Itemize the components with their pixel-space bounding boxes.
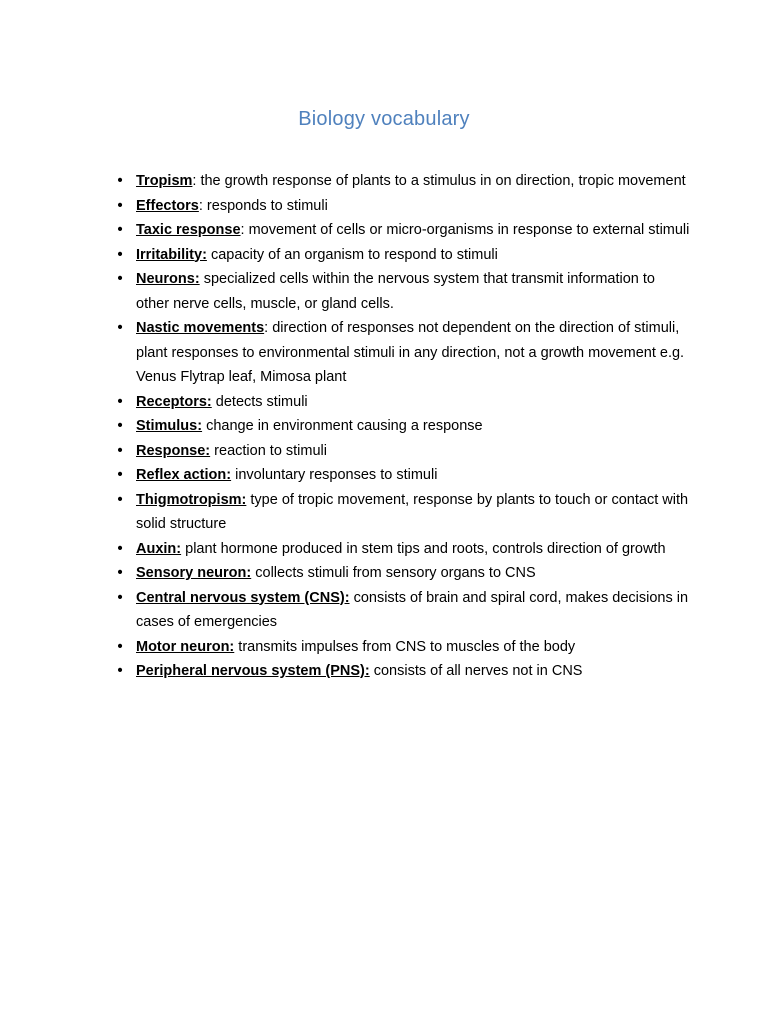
vocab-term: Peripheral nervous system (PNS): [136,663,370,679]
bullet-icon: • [117,565,123,581]
vocab-item-response [110,439,690,464]
bullet-icon: • [117,467,123,483]
vocab-item-sensory-neuron [110,561,690,586]
page-title: Biology vocabulary [298,108,470,130]
vocab-definition: change in environment causing a response [206,418,483,434]
vocab-item-nastic-movements [110,316,690,390]
bullet-icon: • [117,491,123,508]
vocab-term: Central nervous system (CNS): [136,589,350,606]
bullet-icon: • [117,320,123,336]
vocab-item-taxic-response [110,218,690,243]
vocab-item-thigmotropism [110,488,690,537]
vocab-term: Tropism [136,173,193,189]
vocab-item-effectors [110,194,690,219]
vocab-term: Sensory neuron: [136,565,252,581]
vocab-item-receptors [110,390,690,415]
bullet-icon: • [117,271,123,287]
vocab-item-auxin [110,537,690,562]
vocab-definition: transmits impulses from CNS to muscles of the body [238,638,576,655]
vocab-item-reflex-action [110,463,690,488]
vocab-definition: direction of responses not dependent on the direction of stimuli, plant responses to environmental stimuli in any direction, not a growth movement e.g. Venus Flytrap leaf, Mimosa plant [136,320,685,385]
vocab-term: Response: [136,442,211,459]
vocab-term: Motor neuron: [136,638,235,655]
vocab-item-stimulus [110,414,690,439]
bullet-icon: • [117,663,123,679]
bullet-icon: • [117,589,123,606]
vocab-term: Effectors [136,197,199,214]
vocab-definition: movement of cells or micro-organisms in response to external stimuli [248,222,690,238]
vocabulary-list [110,169,690,684]
bullet-icon: • [117,197,123,214]
bullet-icon: • [117,540,123,557]
bullet-icon: • [117,246,123,263]
vocab-term: Neurons: [136,271,200,287]
term-separator: : [198,197,207,214]
term-separator: : [240,222,249,238]
vocab-definition: type of tropic movement, response by plants to touch or contact with solid structure [136,491,689,532]
vocab-term: Thigmotropism: [136,491,247,508]
bullet-icon: • [117,173,123,189]
vocab-definition: involuntary responses to stimuli [235,467,438,483]
vocab-definition: responds to stimuli [206,197,328,214]
vocab-item-tropism [110,169,690,194]
vocab-term: Irritability: [136,246,207,263]
bullet-icon: • [117,222,123,238]
vocab-item-irritability [110,243,690,268]
vocab-item-central-nervous-system [110,586,690,635]
vocab-definition: specialized cells within the nervous system that transmit information to other nerve cells, muscle, or gland cells. [136,271,655,312]
term-separator: : [192,173,201,189]
vocab-item-motor-neuron [110,635,690,660]
vocab-term: Taxic response [136,222,241,238]
vocab-definition: capacity of an organism to respond to stimuli [210,246,498,263]
vocab-definition: the growth response of plants to a stimulus in on direction, tropic movement [200,173,686,189]
vocab-term: Nastic movements [136,320,265,336]
vocab-definition: consists of all nerves not in CNS [373,663,583,679]
vocab-definition: consists of brain and spiral cord, makes decisions in cases of emergencies [136,589,689,630]
vocab-definition: detects stimuli [215,393,308,410]
vocab-term: Receptors: [136,393,212,410]
vocab-definition: reaction to stimuli [214,442,327,459]
term-separator: : [264,320,273,336]
vocab-item-peripheral-nervous-system [110,659,690,684]
vocab-definition: plant hormone produced in stem tips and roots, controls direction of growth [185,540,666,557]
bullet-icon: • [117,638,123,655]
vocab-definition: collects stimuli from sensory organs to CNS [255,565,536,581]
vocab-term: Auxin: [136,540,182,557]
vocab-term: Reflex action: [136,467,232,483]
bullet-icon: • [117,393,123,410]
bullet-icon: • [117,418,123,434]
vocab-item-neurons [110,267,690,316]
bullet-icon: • [117,442,123,459]
vocab-term: Stimulus: [136,418,203,434]
